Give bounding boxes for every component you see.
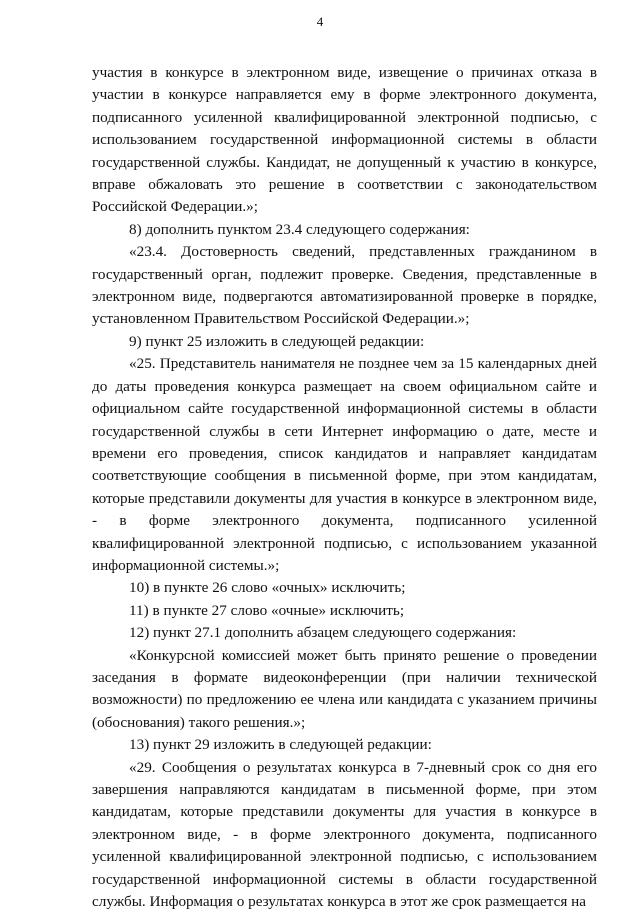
- paragraph: «25. Представитель нанимателя не позднее чем за 15 календарных дней до даты проведения конкурса размещает на своем официальном сайте и официальном сайте государственной информационной системы в области государственной службы в сети Интернет информацию о дате, месте и времени его проведения, список кандидатов и направляет кандидатам соответствующие сообщения в письменной форме, при этом кандидатам, которые представили документы для участия в конкурсе в электронном виде, - в форме электронного документа, подписанного усиленной квалифицированной электронной подписью, с использованием указанной информационной системы.»;: [92, 355, 597, 574]
- document-body: [92, 62, 597, 913]
- paragraph: 10) в пункте 26 слово «очных» исключить;: [129, 579, 406, 597]
- page-number: 4: [316, 14, 324, 29]
- paragraph: 12) пункт 27.1 дополнить абзацем следующего содержания:: [129, 624, 517, 642]
- paragraph: 13) пункт 29 изложить в следующей редакции:: [129, 736, 432, 754]
- paragraph: «29. Сообщения о результатах конкурса в 7-дневный срок со дня его завершения направляются кандидатам в письменной форме, при этом кандидатам, которые представили документы для участия в конкурсе в электронном виде, - в форме электронного документа, подписанного усиленной квалифицированной электронной подписью, с использованием государственной информационной системы в области государственной службы. Информация о результатах конкурса в этот же срок размещается на: [92, 758, 597, 911]
- paragraph: «Конкурсной комиссией может быть принято решение о проведении заседания в формате видеоконференции (при наличии технической возможности) по предложению ее члена или кандидата с указанием причины (обоснования) такого решения.»;: [92, 646, 597, 731]
- paragraph: 9) пункт 25 изложить в следующей редакции:: [129, 332, 425, 350]
- paragraph: 8) дополнить пунктом 23.4 следующего содержания:: [129, 220, 470, 238]
- paragraph: участия в конкурсе в электронном виде, извещение о причинах отказа в участии в конкурсе направляется ему в форме электронного документа, подписанного усиленной квалифицированной электронной подписью, с использованием государственной информационной системы в области государственной службы. Кандидат, не допущенный к участию в конкурсе, вправе обжаловать это решение в соответствии с законодательством Российской Федерации.»;: [92, 64, 597, 216]
- paragraph: «23.4. Достоверность сведений, представленных гражданином в государственный орган, подлежит проверке. Сведения, представленные в электронном виде, подвергаются автоматизированной проверке в порядке, установленном Правительством Российской Федерации.»;: [92, 243, 597, 328]
- paragraph: 11) в пункте 27 слово «очные» исключить;: [129, 601, 405, 619]
